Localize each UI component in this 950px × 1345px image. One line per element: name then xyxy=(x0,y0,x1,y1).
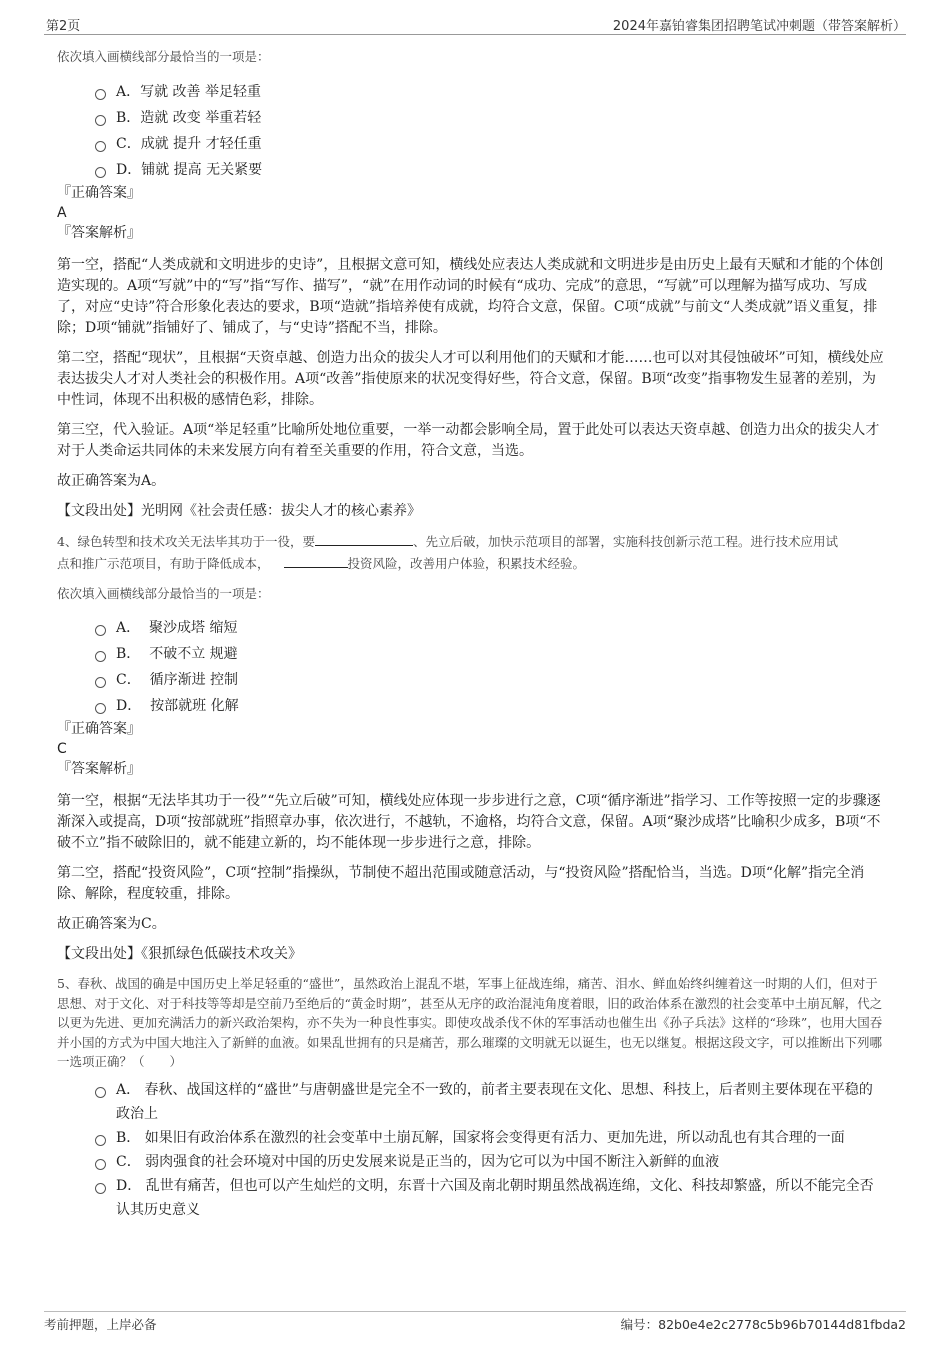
q4-analysis-label: 『答案解析』 xyxy=(57,761,141,777)
q4-source: 【文段出处】《狠抓绿色低碳技术攻关》 xyxy=(57,946,302,962)
q4-conclusion: 故正确答案为C。 xyxy=(57,916,166,932)
radio-icon[interactable] xyxy=(95,625,106,636)
page-number: 第2页 xyxy=(46,19,81,34)
radio-icon[interactable] xyxy=(95,1183,106,1194)
q4-analysis-para: 第一空，根据“无法毕其功于一役”“先立后破”可知，横线处应体现一步步进行之意，C项“循序渐进”指学习、工作等按照一定的步骤逐渐深入或提高，D项“按部就班”指照章办事，依次进行，不越轨，不逾格，均符合文意，保留。A项“聚沙成塔”比喻积少成多，B项“不破不立”指不破除旧的，就不能建立新的，均不能体现一步步进行之意，排除。 xyxy=(57,793,881,851)
radio-icon[interactable] xyxy=(95,1087,106,1098)
q3-options xyxy=(95,79,886,183)
q3-analysis-para: 第二空，搭配“现状”，且根据“天资卓越、创造力出众的拔尖人才可以利用他们的天赋和才能……也可以对其侵蚀破坏”可知，横线处应表达拔尖人才对人类社会的积极作用。A项“改善”指使原来的状况变得好些，符合文意，保留。B项“改变”指事物发生显著的差别，为中性词，体现不出积极的感情色彩，排除。 xyxy=(57,350,884,408)
blank-line xyxy=(284,567,348,568)
q3-analysis-para: 第一空，搭配“人类成就和文明进步的史诗”，且根据文意可知，横线处应表达人类成就和文明进步是由历史上最有天赋和才能的个体创造实现的。A项“写就”中的“写”指“写作、描写”，“就”在用作动词的时候有“成功、完成”的意思，“写就”可以理解为描写成功、写成了，对应“史诗”符合形象化表达的要求，B项“造就”指培养使有成就，均符合文意，保留。C项“成就”与前文“人类成就”语义重复，排除；D项“铺就”指铺好了、铺成了，与“史诗”搭配不当，排除。 xyxy=(57,257,884,336)
q5-options xyxy=(95,1078,886,1222)
q4-option-c[interactable]: C． 循序渐进 控制 xyxy=(95,667,886,693)
q3-option-d[interactable]: D．铺就 提高 无关紧要 xyxy=(95,157,886,183)
q3-option-c[interactable]: C．成就 提升 才轻任重 xyxy=(95,131,886,157)
page-content xyxy=(57,46,886,1222)
radio-icon[interactable] xyxy=(95,89,106,100)
q3-analysis-label: 『答案解析』 xyxy=(57,225,141,241)
q4-answer: C xyxy=(57,741,67,757)
q3-option-a[interactable]: A．写就 改善 举足轻重 xyxy=(95,79,886,105)
q4-prompt: 依次填入画横线部分最恰当的一项是： xyxy=(57,586,270,601)
document-title: 2024年嘉铂睿集团招聘笔试冲刺题（带答案解析） xyxy=(612,19,906,34)
q5-option-b[interactable]: B． 如果旧有政治体系在激烈的社会变革中土崩瓦解，国家将会变得更有活力、更加先进，所以动乱也有其合理的一面 xyxy=(95,1126,886,1150)
radio-icon[interactable] xyxy=(95,651,106,662)
page-footer xyxy=(44,1311,906,1332)
radio-icon[interactable] xyxy=(95,703,106,714)
q4-options xyxy=(95,615,886,719)
q3-source: 【文段出处】光明网《社会责任感：拔尖人才的核心素养》 xyxy=(57,503,421,519)
radio-icon[interactable] xyxy=(95,141,106,152)
radio-icon[interactable] xyxy=(95,115,106,126)
page-header xyxy=(44,14,906,35)
q4-option-a[interactable]: A． 聚沙成塔 缩短 xyxy=(95,615,886,641)
q3-conclusion: 故正确答案为A。 xyxy=(57,473,166,489)
q5-stem: 5、春秋、战国的确是中国历史上举足轻重的“盛世”，虽然政治上混乱不堪，军事上征战连绵，痛苦、泪水、鲜血始终纠缠着这一时期的人们，但对于思想、对于文化、对于科技等等却是空前乃至绝后的“黄金时期”，甚至从无序的政治混沌角度着眼，旧的政治体系在激烈的社会变革中土崩瓦解，代之以更为先进、更加充满活力的新兴政治架构，亦不失为一种良性事实。即使攻战杀伐不休的军事活动也催生出《孙子兵法》这样的“珍珠”，也用大国吞并小国的方式为中国大地注入了新鲜的血液。如果乱世拥有的只是痛苦，那么璀璨的文明就无以诞生，也无以继复。根据这段文字，可以推断出下列哪一选项正确？（ ） xyxy=(57,976,883,1069)
q4-stem: 4、绿色转型和技术攻关无法毕其功于一役，要 、先立后破，加快示范项目的部署，实施科技创新示范工程。进行技术应用试 点和推广示范项目，有助于降低成本， 投资风险，改善用户体验，积累技术经验。 xyxy=(57,534,838,571)
document-code: 编号：82b0e4e2c2778c5b96b70144d81fbda2 xyxy=(620,1317,906,1332)
blank-line xyxy=(315,545,413,546)
radio-icon[interactable] xyxy=(95,167,106,178)
q5-option-a[interactable]: A． 春秋、战国这样的“盛世”与唐朝盛世是完全不一致的，前者主要表现在文化、思想、科技上，后者则主要体现在平稳的政治上 xyxy=(95,1078,886,1126)
radio-icon[interactable] xyxy=(95,677,106,688)
q3-prompt: 依次填入画横线部分最恰当的一项是： xyxy=(57,49,270,64)
q3-analysis-para: 第三空，代入验证。A项“举足轻重”比喻所处地位重要，一举一动都会影响全局，置于此处可以表达天资卓越、创造力出众的拔尖人才对于人类命运共同体的未来发展方向有着至关重要的作用，符合文意，当选。 xyxy=(57,422,880,459)
q4-option-b[interactable]: B． 不破不立 规避 xyxy=(95,641,886,667)
q3-answer: A xyxy=(57,205,67,221)
q5-option-c[interactable]: C． 弱肉强食的社会环境对中国的历史发展来说是正当的，因为它可以为中国不断注入新鲜的血液 xyxy=(95,1150,886,1174)
q5-option-d[interactable]: D． 乱世有痛苦，但也可以产生灿烂的文明，东晋十六国及南北朝时期虽然战祸连绵，文化、科技却繁盛，所以不能完全否认其历史意义 xyxy=(95,1174,886,1222)
radio-icon[interactable] xyxy=(95,1159,106,1170)
footer-slogan: 考前押题，上岸必备 xyxy=(44,1317,157,1332)
q4-option-d[interactable]: D． 按部就班 化解 xyxy=(95,693,886,719)
q4-analysis-para: 第二空，搭配“投资风险”，C项“控制”指操纵，节制使不超出范围或随意活动，与“投资风险”搭配恰当，当选。D项“化解”指完全消除、解除，程度较重，排除。 xyxy=(57,865,865,902)
radio-icon[interactable] xyxy=(95,1135,106,1146)
q4-answer-label: 『正确答案』 xyxy=(57,721,141,737)
q3-answer-label: 『正确答案』 xyxy=(57,185,141,201)
q3-option-b[interactable]: B．造就 改变 举重若轻 xyxy=(95,105,886,131)
